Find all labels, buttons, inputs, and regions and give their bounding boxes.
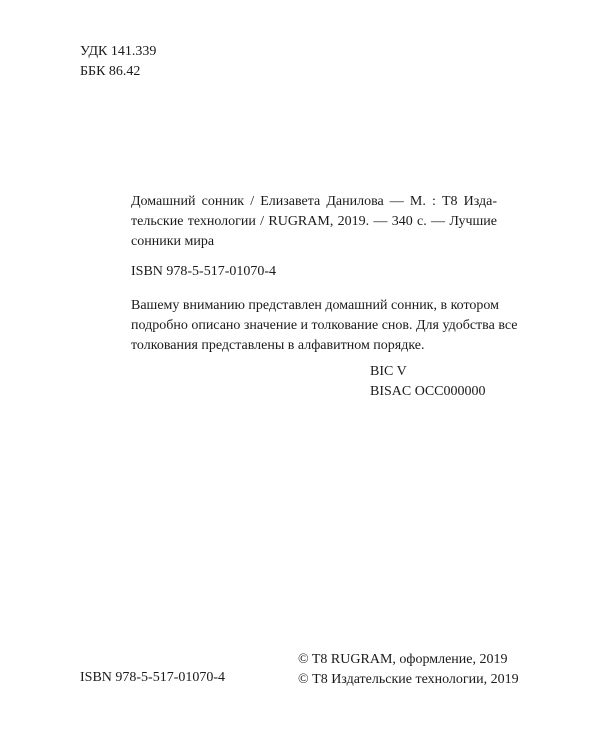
abstract-line-2: подробно описано значение и толкование снов. Для удобства все <box>131 318 518 333</box>
copyright-block <box>298 650 519 690</box>
bic-code: BIC V <box>370 364 407 379</box>
copyright-design: © T8 RUGRAM, оформление, 2019 <box>298 652 508 667</box>
abstract-line-1: Вашему вниманию представлен домашний сонник, в котором <box>131 298 500 313</box>
footer-isbn: ISBN 978-5-517-01070-4 <box>80 670 226 685</box>
bibliographic-record <box>131 192 497 252</box>
bbk-code: ББК 86.42 <box>80 64 141 79</box>
copyright-publisher: © Т8 Издательские технологии, 2019 <box>298 672 519 687</box>
bibliographic-line-2: тельские технологии / RUGRAM, 2019. — 340 с. — Лучшие <box>131 214 497 229</box>
subject-codes <box>370 362 486 402</box>
bibliographic-line-3: сонники мира <box>131 234 215 249</box>
abstract <box>131 296 518 356</box>
isbn-main: ISBN 978-5-517-01070-4 <box>131 264 277 279</box>
udk-code: УДК 141.339 <box>80 44 157 59</box>
classification-block <box>80 42 156 82</box>
abstract-line-3: толкования представлены в алфавитном порядке. <box>131 338 425 353</box>
bibliographic-line-1: Домашний сонник / Елизавета Данилова — М. : Т8 Изда- <box>131 194 497 209</box>
bisac-code: BISAC OCC000000 <box>370 384 486 399</box>
